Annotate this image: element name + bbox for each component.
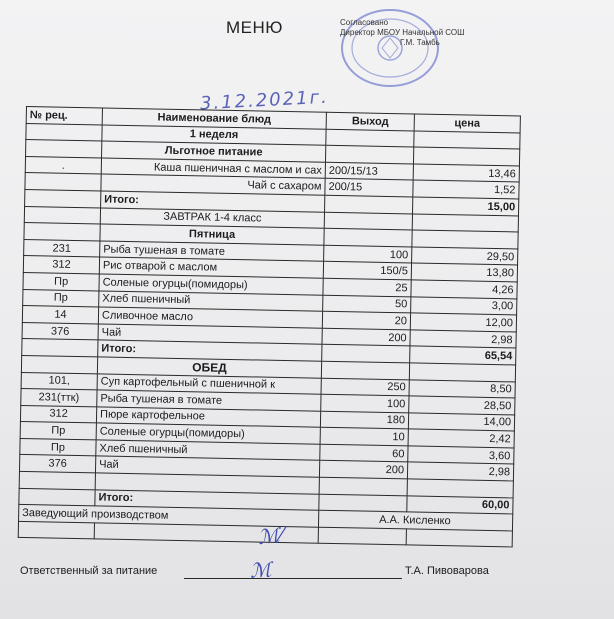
cell-rec: 231(ттк) (21, 389, 97, 407)
column-header-rec: № рец. (26, 107, 102, 125)
cell-dish: Пюре картофельное (96, 407, 320, 428)
cell-output: 25 (323, 278, 411, 296)
cell-price: 3,00 (411, 296, 517, 315)
approval-line: Согласовано (340, 18, 389, 27)
cell-output: 10 (320, 427, 408, 445)
cell-price: 28,50 (409, 396, 515, 415)
cell-dish: Рис отварой с маслом (99, 257, 323, 278)
cell-rec: Пр (20, 438, 96, 456)
cell-rec: 101, (21, 372, 97, 390)
week-label: 1 неделя (102, 125, 326, 146)
cell-output: 20 (322, 311, 410, 329)
cell-rec: 376 (22, 322, 98, 340)
cell-price: 2,42 (408, 429, 514, 448)
total-label: Итого: (101, 191, 325, 212)
column-header-price: цена (414, 114, 520, 133)
cell-output: 180 (320, 411, 408, 429)
handwritten-date: 3.12.2021г. (199, 86, 330, 115)
manager-name: А.А. Кисленко (318, 510, 512, 530)
section-title-lgot: Льготное питание (102, 141, 326, 162)
column-header-name: Наименование блюд (102, 108, 326, 129)
total-value: 15,00 (413, 197, 519, 216)
cell-price: 1,52 (413, 180, 519, 199)
approval-line: Г.М. Тамбь (400, 38, 440, 47)
cell-price: 8,50 (409, 379, 515, 398)
cell-output: 200 (319, 461, 407, 479)
menu-table (18, 106, 521, 548)
responsible-label: Ответственный за питание (20, 565, 158, 577)
cell-dish: Соленые огурцы(помидоры) (96, 423, 320, 444)
cell-rec: . (25, 156, 101, 174)
total-label: Итого: (98, 340, 322, 361)
cell-price: 12,00 (410, 313, 516, 332)
manager-signature-icon: ℳ⁄ (256, 522, 284, 550)
cell-rec (25, 173, 101, 191)
cell-dish: Каша пшеничная с маслом и сах (101, 158, 325, 179)
approval-block (340, 18, 540, 48)
cell-dish: Сливочное масло (98, 307, 322, 328)
cell-rec: 14 (22, 306, 98, 324)
cell-dish: Хлеб пшеничный (99, 290, 323, 311)
cell-output: 200/15 (325, 179, 413, 197)
cell-rec: 312 (23, 256, 99, 274)
document-title: МЕНЮ (226, 18, 283, 37)
cell-rec: Пр (23, 289, 99, 307)
cell-dish: Соленые огурцы(помидоры) (99, 274, 323, 295)
cell-output: 100 (324, 245, 412, 263)
cell-price: 3,60 (408, 446, 514, 465)
signature-line (184, 578, 402, 579)
cell-price: 29,50 (412, 247, 518, 266)
cell-dish: Чай (98, 324, 322, 345)
responsible-name: Т.А. Пивоварова (405, 565, 489, 577)
cell-dish: Чай с сахаром (101, 174, 325, 195)
cell-output: 150/5 (323, 262, 411, 280)
total-value: 65,54 (410, 346, 516, 365)
cell-price: 4,26 (411, 280, 517, 299)
total-label: Итого: (95, 490, 319, 511)
cell-output: 100 (321, 394, 409, 412)
cell-output: 200/15/13 (325, 162, 413, 180)
cell-price: 2,98 (410, 330, 516, 349)
approval-line: Директор МБОУ Начальной СОШ (340, 28, 465, 37)
cell-output: 60 (320, 444, 408, 462)
cell-rec: Пр (23, 272, 99, 290)
cell-dish: Рыба тушеная в томате (100, 241, 324, 262)
cell-rec: 376 (19, 455, 95, 473)
day-label: Пятница (100, 224, 324, 245)
total-value: 60,00 (407, 496, 513, 515)
section-title-breakfast: ЗАВТРАК 1-4 класс (100, 208, 324, 229)
cell-rec: 231 (24, 239, 100, 257)
cell-output: 200 (322, 328, 410, 346)
cell-dish: Хлеб пшеничный (96, 440, 320, 461)
cell-output: 50 (323, 295, 411, 313)
cell-price: 13,46 (413, 164, 519, 183)
cell-price: 2,98 (407, 462, 513, 481)
cell-rec: Пр (20, 422, 96, 440)
cell-price: 13,80 (411, 263, 517, 282)
cell-dish: Рыба тушеная в томате (97, 390, 321, 411)
cell-output: 250 (321, 378, 409, 396)
cell-price: 14,00 (408, 413, 514, 432)
manager-label: Заведующий производством (19, 505, 319, 527)
responsible-signature-icon: ℳ (249, 557, 273, 583)
cell-dish: Суп картофельный с пшеничной к (97, 373, 321, 394)
section-title-lunch: ОБЕД (97, 357, 321, 378)
cell-dish: Чай (95, 456, 319, 477)
column-header-output: Выход (326, 112, 414, 130)
cell-rec: 312 (20, 405, 96, 423)
